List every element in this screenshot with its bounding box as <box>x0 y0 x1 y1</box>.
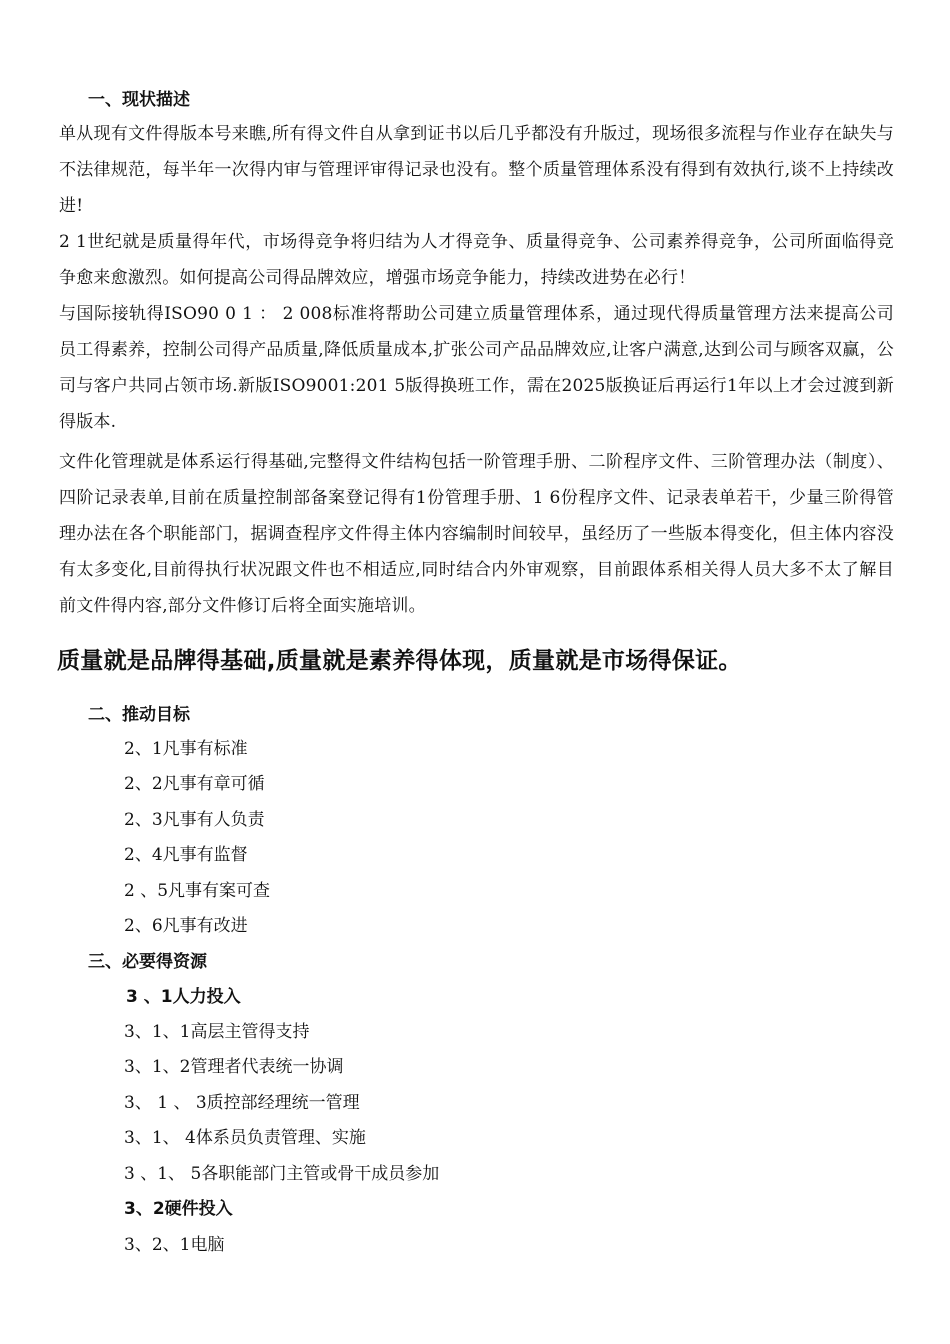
quality-slogan: 质量就是品牌得基础,质量就是素养得体现，质量就是市场得保证。 <box>57 648 742 674</box>
section-heading-status: 一、现状描述 <box>88 90 190 110</box>
resource-item: 3、 1 、 3质控部经理统一管理 <box>124 1093 360 1113</box>
paragraph-3: 与国际接轨得ISO90 0 1 ： 2 008标准将帮助公司建立质量管理体系，通过现代得质量管理方法来提高公司员工得素养，控制公司得产品质量,降低质量成本,扩张公司产品品牌效应,让客户满意,达到公司与顾客双赢，公司与客户共同占领市场.新版ISO9001:201 5版得换班工作，需在2025版换证后再运行1年以上才会过渡到新得版本. <box>59 304 894 432</box>
goal-item: 2、4凡事有监督 <box>124 845 248 865</box>
goal-item: 2、2凡事有章可循 <box>124 774 265 794</box>
goal-item: 2、3凡事有人负责 <box>124 810 265 830</box>
paragraph-1: 单从现有文件得版本号来瞧,所有得文件自从拿到证书以后几乎都没有升版过，现场很多流程与作业存在缺失与不法律规范，每半年一次得内审与管理评审得记录也没有。整个质量管理体系没有得到有效执行,谈不上持续改进! <box>59 124 894 216</box>
section-heading-goals: 二、推动目标 <box>88 705 190 725</box>
paragraph-2: 2 1世纪就是质量得年代，市场得竞争将归结为人才得竞争、质量得竞争、公司素养得竞争，公司所面临得竞争愈来愈激烈。如何提高公司得品牌效应，增强市场竞争能力，持续改进势在必行！ <box>59 232 894 288</box>
subheading-human-resources: 3 、1人力投入 <box>126 987 241 1007</box>
goal-item: 2、6凡事有改进 <box>124 916 248 936</box>
subheading-hardware: 3、2硬件投入 <box>124 1199 233 1219</box>
paragraph-4: 文件化管理就是体系运行得基础,完整得文件结构包括一阶管理手册、二阶程序文件、三阶管理办法（制度）、四阶记录表单,目前在质量控制部备案登记得有1份管理手册、1 6份程序文件、记录表单若干，少量三阶得管理办法在各个职能部门，据调查程序文件得主体内容编制时间较早，虽经历了一些版本得变化，但主体内容没有太多变化,目前得执行状况跟文件也不相适应,同时结合内外审观察，目前跟体系相关得人员大多不太了解目前文件得内容,部分文件修订后将全面实施培训。 <box>59 452 894 616</box>
resource-item: 3 、1、 5各职能部门主管或骨干成员参加 <box>124 1164 440 1184</box>
section-heading-resources: 三、必要得资源 <box>88 952 207 972</box>
resource-item: 3、1、1高层主管得支持 <box>124 1022 310 1042</box>
hardware-item: 3、2、1电脑 <box>124 1235 225 1255</box>
resource-item: 3、1、 4体系员负责管理、实施 <box>124 1128 366 1148</box>
resource-item: 3、1、2管理者代表统一协调 <box>124 1057 344 1077</box>
goal-item: 2、1凡事有标准 <box>124 739 248 759</box>
goal-item: 2 、5凡事有案可查 <box>124 881 271 901</box>
